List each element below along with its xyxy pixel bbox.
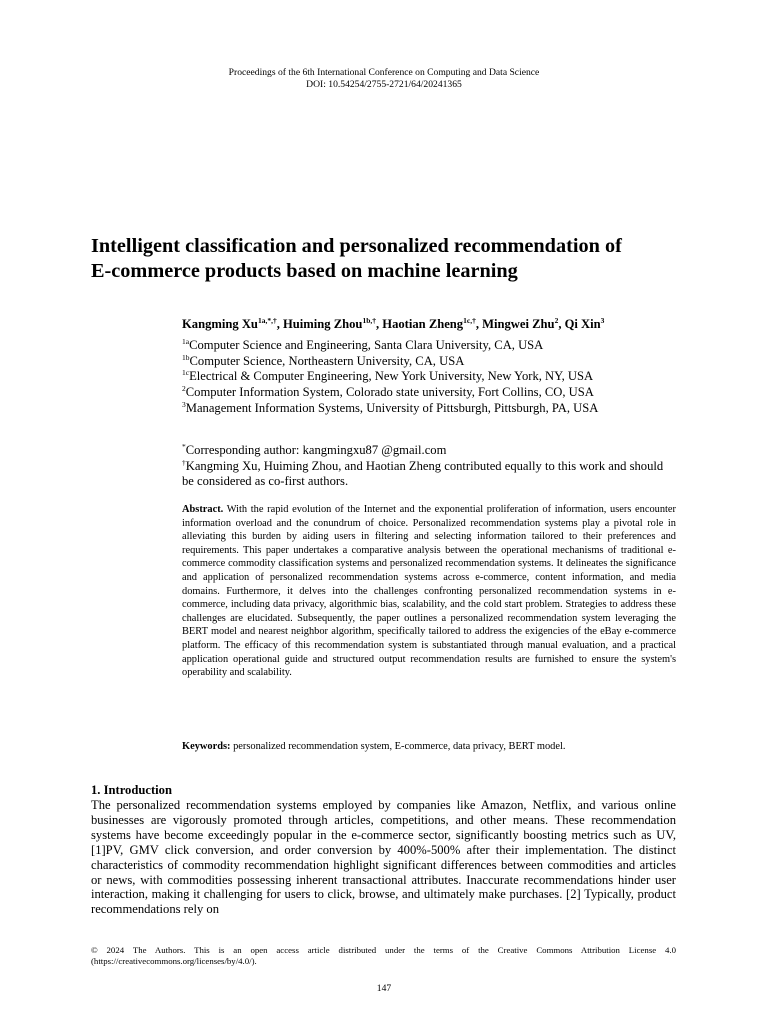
introduction-paragraph: The personalized recommendation systems employed by companies like Amazon, Netflix, and various online businesses are vigorously promoted through articles, competitions, and other means. These recommendation systems have become exceedingly popular in the e-commerce sector, significantly boosting metrics such as UV, [1]PV, GMV click conversion, and order conversion by 400%-500% after their implementation. The distinct characteristics of commodity recommendation highlight significant differences between commodities and articles or news, with commodities possessing inherent transactional attributes. Inaccurate recommendations hinder user interaction, making it challenging for users to click, browse, and ultimately make purchases. [2] Typically, product recommendations rely on (91, 798, 676, 917)
page-number: 147 (376, 983, 392, 994)
author-name: Kangming Xu (182, 317, 258, 332)
dagger-mark: † (182, 457, 186, 467)
proceedings-header (0, 67, 768, 90)
abstract-label: Abstract. (182, 504, 224, 515)
title-line-1: Intelligent classification and personalized recommendation of (91, 235, 622, 257)
header-conference: Proceedings of the 6th International Conference on Computing and Data Science (228, 67, 540, 78)
affiliation-mark: 1a (182, 336, 190, 346)
affiliation-item (182, 338, 598, 354)
affiliation-item (182, 401, 598, 417)
corresponding-author (182, 443, 672, 459)
section-heading-introduction: 1. Introduction (91, 783, 172, 797)
header-doi[interactable]: DOI: 10.54254/2755-2721/64/20241365 (306, 78, 462, 90)
affiliation-item (182, 385, 598, 401)
cofirst-note (182, 459, 672, 490)
keywords (182, 741, 565, 752)
author-list (182, 316, 604, 332)
correspondence-notes (182, 443, 672, 490)
author-affil-mark: 1a,*,† (257, 316, 277, 325)
affiliation-mark: 1c (182, 368, 190, 378)
affiliation-mark: 3 (182, 399, 186, 409)
license-footnote: © 2024 The Authors. This is an open access article distributed under the terms of the Creative Commons Attribution License 4.0 (https://creativecommons.org/licenses/by/4.0/). (91, 945, 676, 966)
author-separator: , (558, 317, 565, 332)
abstract-text: With the rapid evolution of the Internet and the exponential proliferation of information, users encounter information overload and the conundrum of choice. Personalized recommendation systems play a pivotal role in alleviating this burden by aiding users in filtering and selecting information tailored to their preferences and requirements. This paper undertakes a comparative analysis between the operational mechanisms of traditional e-commerce commodity classification systems and personalized recommendation systems. It delineates the significance and application of personalized recommendation systems across e-commerce, content information, and media domains. Furthermore, it delves into the challenges confronting personalized recommendation systems in e-commerce, including data privacy, algorithmic bias, scalability, and the cold start problem. Strategies to address these challenges are elucidated. Subsequently, the paper outlines a personalized recommendation system leveraging the BERT model and nearest neighbor algorithm, specifically tailored to address the exigencies of the eBay e-commerce platform. The efficacy of this recommendation system is substantiated through manual evaluation, and a practical application operational guide and structured output recommendation results are furnished to ensure the system's operability and scalability. (182, 504, 676, 679)
keywords-text: personalized recommendation system, E-commerce, data privacy, BERT model. (233, 741, 566, 752)
keywords-label: Keywords: (182, 741, 231, 752)
paper-title (91, 234, 691, 284)
abstract (182, 503, 676, 680)
affiliation-mark: 2 (182, 383, 186, 393)
author-name: Haotian Zheng (382, 317, 464, 332)
author-separator: , (276, 317, 283, 332)
author-affil-mark: 3 (600, 316, 605, 325)
author-name: Mingwei Zhu (482, 317, 555, 332)
author-name: Qi Xin (564, 317, 601, 332)
affiliation-text: Computer Science, Northeastern University, CA, USA (189, 353, 465, 368)
corresponding-author-text[interactable]: Corresponding author: kangmingxu87 @gmail.com (185, 443, 447, 457)
author-affil-mark: 1c,† (463, 316, 476, 325)
author-separator: , (475, 317, 483, 332)
affiliation-mark: 1b (182, 352, 190, 362)
affiliation-item (182, 369, 598, 385)
title-line-2: E-commerce products based on machine learning (91, 260, 518, 282)
author-affil-mark: 1b,† (362, 316, 376, 325)
affiliation-item (182, 354, 598, 370)
author-separator: , (375, 317, 383, 332)
affiliation-text: Computer Information System, Colorado state university, Fort Collins, CO, USA (185, 385, 594, 400)
affiliation-list (182, 338, 598, 417)
affiliation-text: Computer Science and Engineering, Santa Clara University, CA, USA (189, 338, 544, 352)
author-affil-mark: 2 (554, 316, 559, 325)
author-name: Huiming Zhou (282, 317, 363, 332)
affiliation-text: Management Information Systems, University of Pittsburgh, Pittsburgh, PA, USA (185, 400, 599, 415)
affiliation-text: Electrical & Computer Engineering, New York University, New York, NY, USA (189, 369, 594, 384)
asterisk-mark: * (182, 441, 186, 451)
cofirst-note-text: Kangming Xu, Huiming Zhou, and Haotian Zheng contributed equally to this work and should be considered as co-first authors. (182, 458, 664, 489)
